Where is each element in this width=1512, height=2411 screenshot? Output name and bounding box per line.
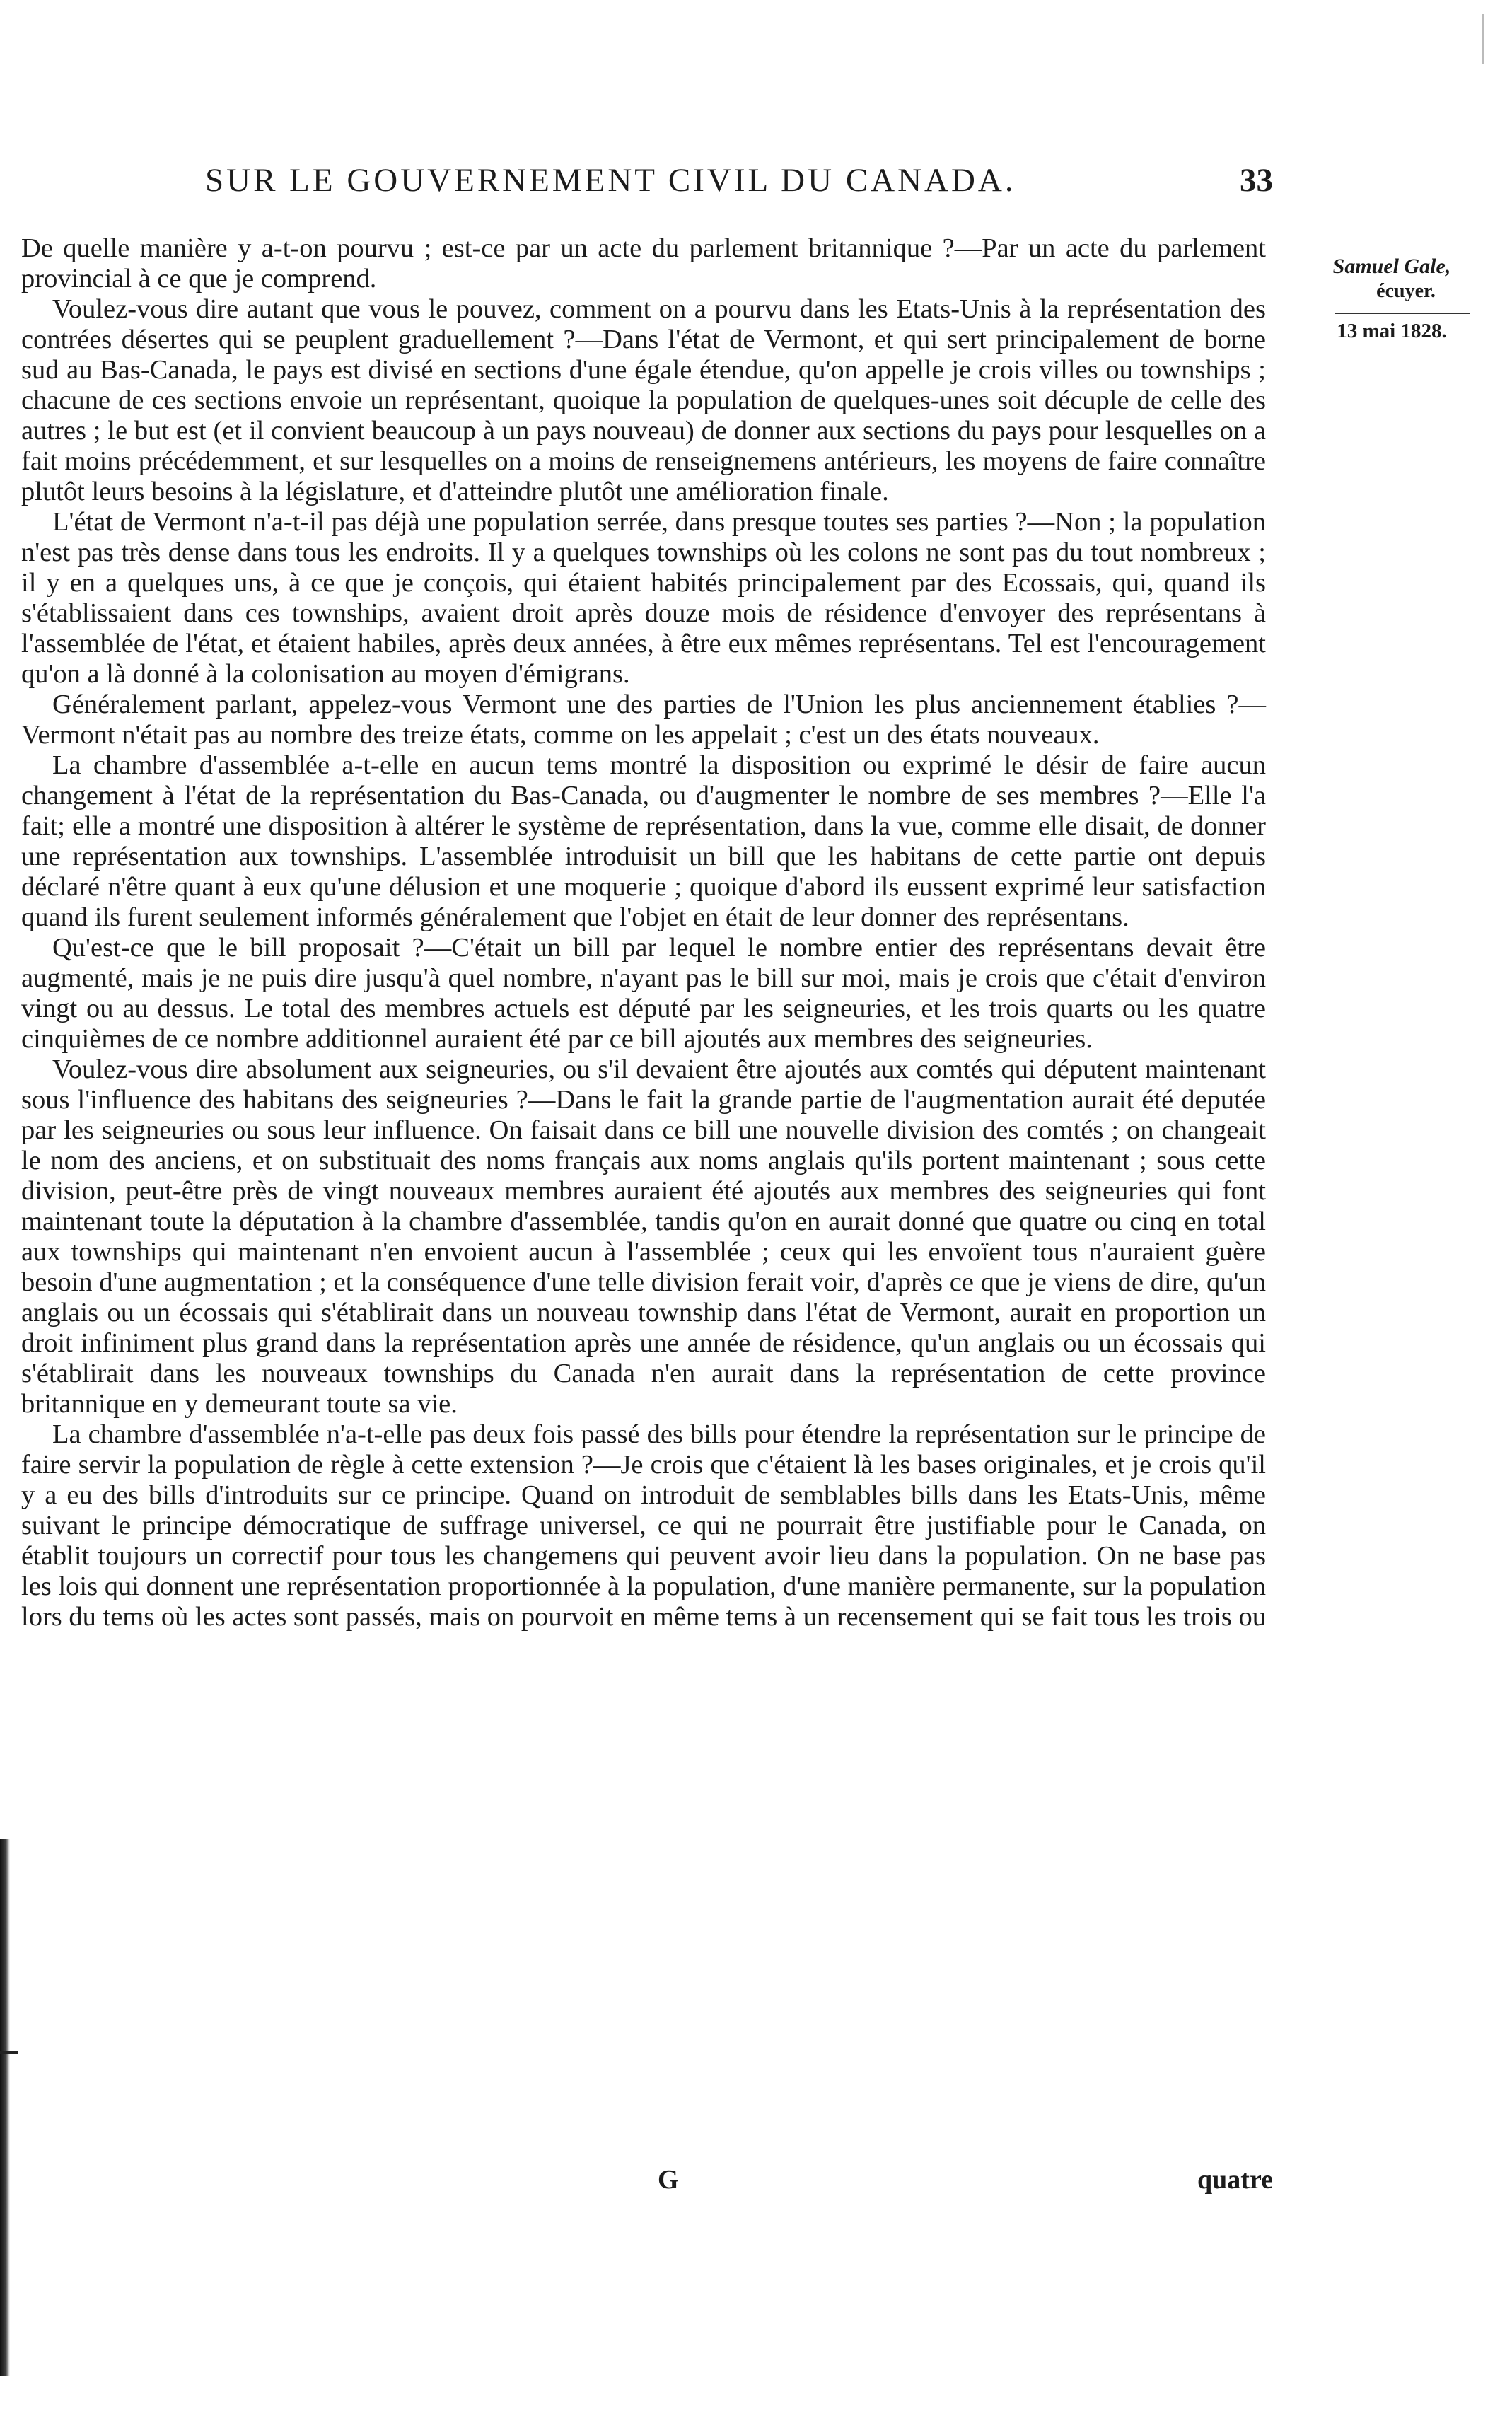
page-footer [21,2164,1273,2207]
signature-mark: G [658,2165,679,2195]
paragraph: La chambre d'assemblée a-t-elle en aucun tems montré la disposition ou exprimé le désir de faire aucun changement à l'état de la représentation du Bas-Canada, ou d'augmenter le nombre de ses membres ?—Elle l'a fait; elle a montré une disposition à altérer le système de représentation, dans la vue, comme elle disait, de donner une représentation aux townships. L'assemblée introduisit un bill que les habitans de cette partie ont depuis déclaré n'être quant à eux qu'une délusion et une moquerie ; quoique d'abord ils eussent exprimé leur satisfaction quand ils furent seulement informés généralement que l'objet en était de leur donner des représentans. [21,750,1266,932]
paragraph: Généralement parlant, appelez-vous Vermont une des parties de l'Union les plus anciennement établies ?—Vermont n'était pas au nombre des treize états, comme on les appelait ; c'est un des états nouveaux. [21,690,1266,750]
body-text [21,233,1266,1632]
witness-name: Samuel Gale, [1332,255,1451,278]
page-number: 33 [1240,162,1273,199]
page-header [14,161,1273,211]
testimony-date: 13 mai 1828. [1337,320,1447,342]
binding-shadow [0,1839,10,2376]
paragraph: Qu'est-ce que le bill proposait ?—C'était un bill par lequel le nombre entier des représentans devait être augmenté, mais je ne puis dire jusqu'à quel nombre, n'ayant pas le bill sur moi, mais je crois que c'était d'environ vingt ou au dessus. Le total des membres actuels est député par les seigneuries, et les trois quarts ou les quatre cinquièmes de ce nombre additionnel auraient été par ce bill ajoutés aux membres des seigneuries. [21,933,1266,1054]
witness-title: écuyer. [1376,280,1436,302]
paragraph: Voulez-vous dire autant que vous le pouvez, comment on a pourvu dans les Etats-Unis à la représentation des contrées désertes qui se peuplent graduellement ?—Dans l'état de Vermont, et qui sert principalement de borne sud au Bas-Canada, le pays est divisé en sections d'une égale étendue, qu'on appelle je crois villes ou townships ; chacune de ces sections envoie un représentant, quoique la population de quelques-unes soit décuple de celle des autres ; le but est (et il convient beaucoup à un pays nouveau) de donner aux sections du pays pour lesquelles on a fait moins précédemment, et sur lesquelles on a moins de renseignemens antérieurs, les moyens de faire connaître plutôt leurs besoins à la législature, et d'atteindre plutôt une amélioration finale. [21,294,1266,506]
running-title: SUR LE GOUVERNEMENT CIVIL DU CANADA. [205,162,1016,199]
scan-artifact [1482,14,1484,64]
paragraph: De quelle manière y a-t-on pourvu ; est-ce par un acte du parlement britannique ?—Par un acte du parlement provincial à ce que je comprend. [21,233,1266,294]
paragraph: Voulez-vous dire absolument aux seigneuries, ou s'il devaient être ajoutés aux comtés qui députent maintenant sous l'influence des habitans des seigneuries ?—Dans le fait la grande partie de l'augmentation aurait été deputée par les seigneuries ou sous leur influence. On faisait dans ce bill une nouvelle division des comtés ; on changeait le nom des anciens, et on substituait des noms français aux noms anglais qu'ils portent maintenant ; sous cette division, peut-être près de vingt nouveaux membres auraient été ajoutés aux membres des seigneuries qui font maintenant toute la députation à la chambre d'assemblée, tandis qu'on en aurait donné que quatre ou cinq en total aux townships qui maintenant n'en envoient aucun à l'assemblée ; ceux qui les envoïent tous n'auraient guère besoin d'une augmentation ; et la conséquence d'une telle division ferait voir, d'après ce que je viens de dire, qu'un anglais ou un écossais qui s'établirait dans un nouveau township dans l'état de Vermont, aurait en proportion un droit infiniment plus grand dans la représentation après une année de résidence, qu'un anglais ou un écossais qui s'établirait dans les nouveaux townships du Canada n'en aurait dans la représentation de cette province britannique en y demeurant toute sa vie. [21,1055,1266,1419]
paragraph: L'état de Vermont n'a-t-il pas déjà une population serrée, dans presque toutes ses parties ?—Non ; la population n'est pas très dense dans tous les endroits. Il y a quelques townships où les colons ne sont pas du tout nombreux ; il y en a quelques uns, à ce que je conçois, qui étaient habités principalement par des Ecossais, qui, quand ils s'établissaient dans ces townships, avaient droit après douze mois de résidence d'envoyer des représentans à l'assemblée de l'état, et étaient habiles, après deux années, à être eux mêmes représentans. Tel est l'encouragement qu'on a là donné à la colonisation au moyen d'émigrans. [21,507,1266,689]
binding-mark [0,2051,18,2054]
margin-divider [1335,313,1470,314]
margin-note [1279,233,1505,343]
catchword: quatre [1197,2165,1273,2195]
paragraph: La chambre d'assemblée n'a-t-elle pas deux fois passé des bills pour étendre la représentation sur le principe de faire servir la population de règle à cette extension ?—Je crois que c'étaient là les bases originales, et je crois qu'il y a eu des bills d'introduits sur ce principe. Quand on introduit de semblables bills dans les Etats-Unis, même suivant le principe démocratique de suffrage universel, ce qui ne pourrait être justifiable pour le Canada, on établit toujours un correctif pour tous les changemens qui peuvent avoir lieu dans la population. On ne base pas les lois qui donnent une représentation proportionnée à la population, d'une manière permanente, sur la population lors du tems où les actes sont passés, mais on pourvoit en même tems à un recensement qui se fait tous les trois ou [21,1419,1266,1632]
